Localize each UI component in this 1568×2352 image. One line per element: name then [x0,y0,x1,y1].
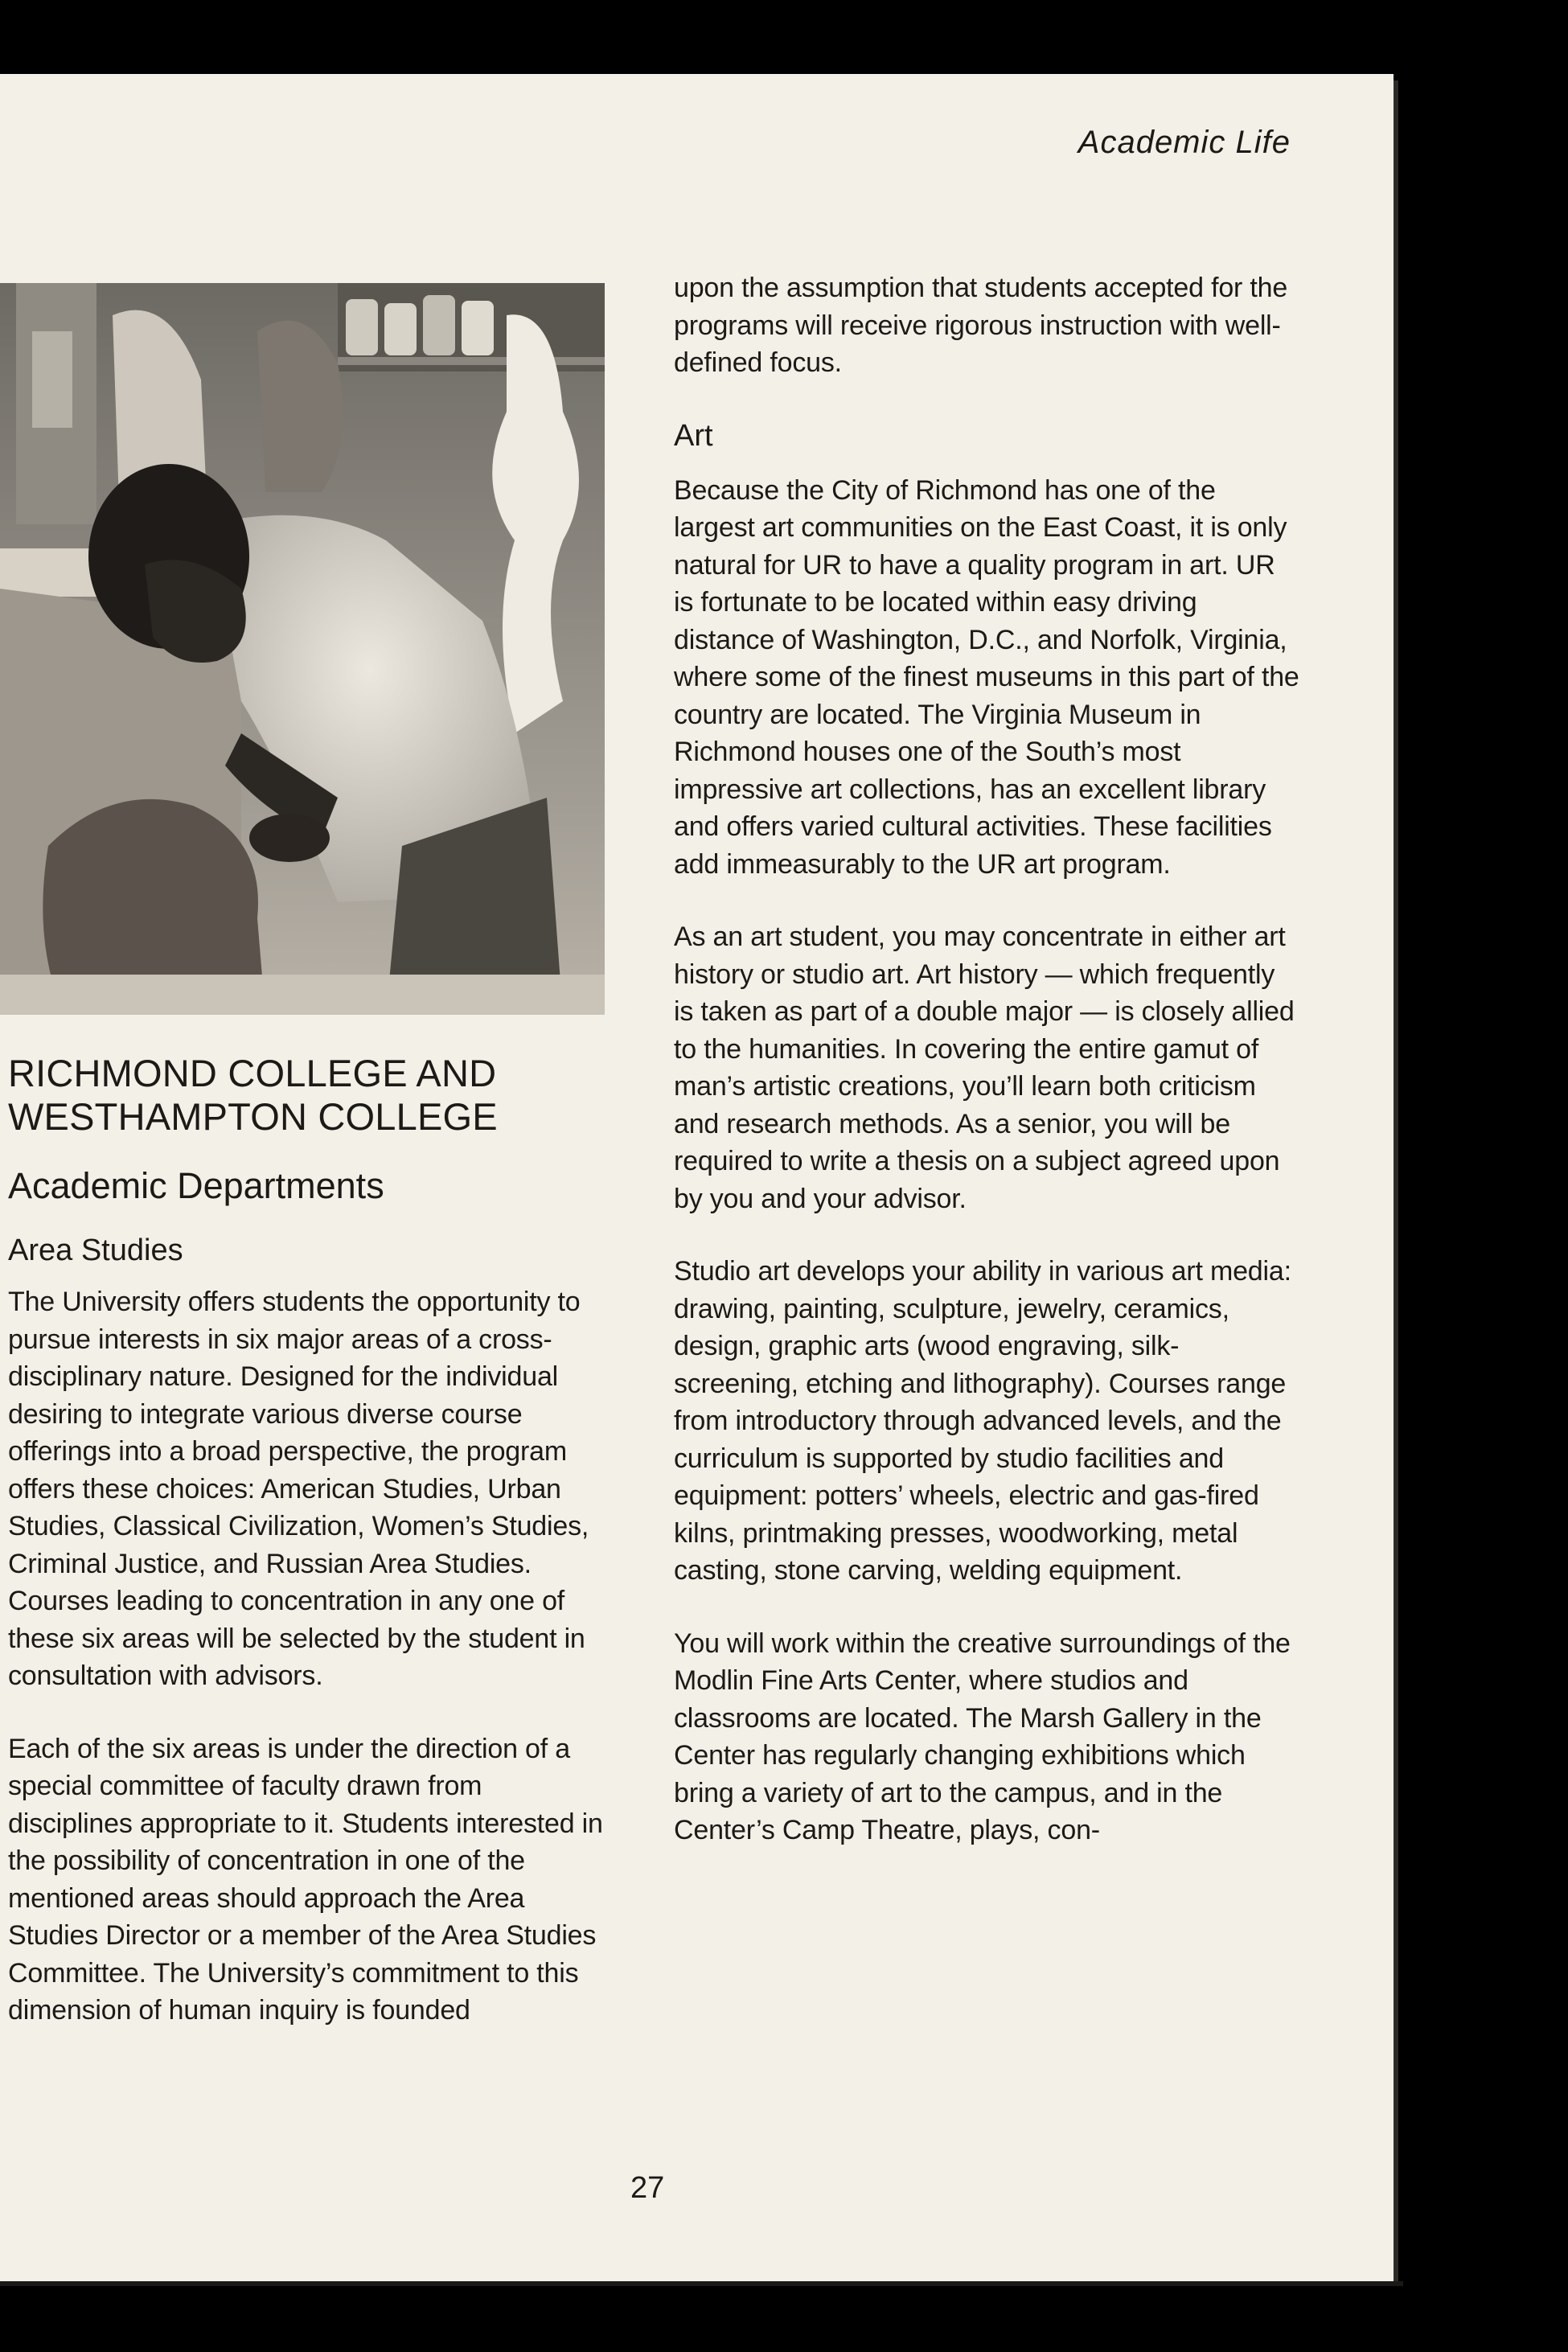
art-paragraph-4: You will work within the creative surroundings of the Modlin Fine Arts Center, where studios and classrooms are located. The Marsh Gallery in the Center has regularly changing exhibitions which bring a variety of art to the campus, and in the Center’s Camp Theatre, plays, con- [674,1628,1291,1845]
continued-paragraph: upon the assumption that students accepted for the programs will receive rigorous instruction with well-defined focus. [674,273,1288,378]
page-number: 27 [630,2171,665,2205]
page-bottom-edge [0,2281,1403,2286]
right-column [674,269,1301,1885]
subsection-heading: Area Studies [8,1233,183,1267]
college-title: RICHMOND COLLEGE AND WESTHAMPTON COLLEGE [8,1052,498,1138]
photo-student-sculpting-clay-icon [0,283,605,1015]
area-studies-paragraph-1: The University offers students the opportunity to pursue interests in six major areas of a cross-disciplinary nature. Designed for the individual desiring to integrate various diverse course offerings into a broad perspective, the program offers these choices: American Studies, Urban Studies, Classical Civilization, Women’s Studies, Criminal Justice, and Russian Area Studies. Courses leading to concentration in any one of these six areas will be selected by the student in consultation with advisors. [8,1287,589,1691]
section-heading: Academic Departments [8,1165,384,1206]
left-column [8,1052,611,2065]
art-paragraph-3: Studio art develops your ability in various art media: drawing, painting, sculpture, jewelry, ceramics, design, graphic arts (wood engraving, silk-screening, etching and lithography). Courses range from introductory through advanced levels, and the curriculum is supported by studio facilities and equipment: potters’ wheels, electric and gas-fired kilns, printmaking presses, woodworking, metal casting, stone carving, welding equipment. [674,1256,1291,1586]
area-studies-paragraph-2: Each of the six areas is under the direction of a special committee of faculty drawn from disciplines appropriate to it. Students interested in the possibility of concentration in one of the mentioned areas should approach the Area Studies Director or a member of the Area Studies Committee. The University’s commitment to this dimension of human inquiry is founded [8,1733,603,2026]
art-paragraph-2: As an art student, you may concentrate in either art history or studio art. Art history — which frequently is taken as part of a double major — is closely allied to the humanities. In covering the entire gamut of man’s artistic creations, you’ll learn both criticism and research methods. As a senior, you will be required to write a thesis on a subject agreed upon by you and your advisor. [674,922,1295,1214]
page-right-edge [1394,80,1398,2281]
running-head: Academic Life [1077,125,1291,160]
photo-student-sculpting [0,283,605,1015]
art-paragraph-1: Because the City of Richmond has one of the largest art communities on the East Coast, it is only natural for UR to have a quality program in art. UR is fortunate to be located within easy driving distance of Washington, D.C., and Norfolk, Virginia, where some of the finest museums in this part of the country are located. The Virginia Museum in Richmond houses one of the South’s most impressive art collections, has an excellent library and offers varied cultural activities. These facilities add immeasurably to the UR art program. [674,474,1299,880]
art-heading: Art [674,418,713,453]
